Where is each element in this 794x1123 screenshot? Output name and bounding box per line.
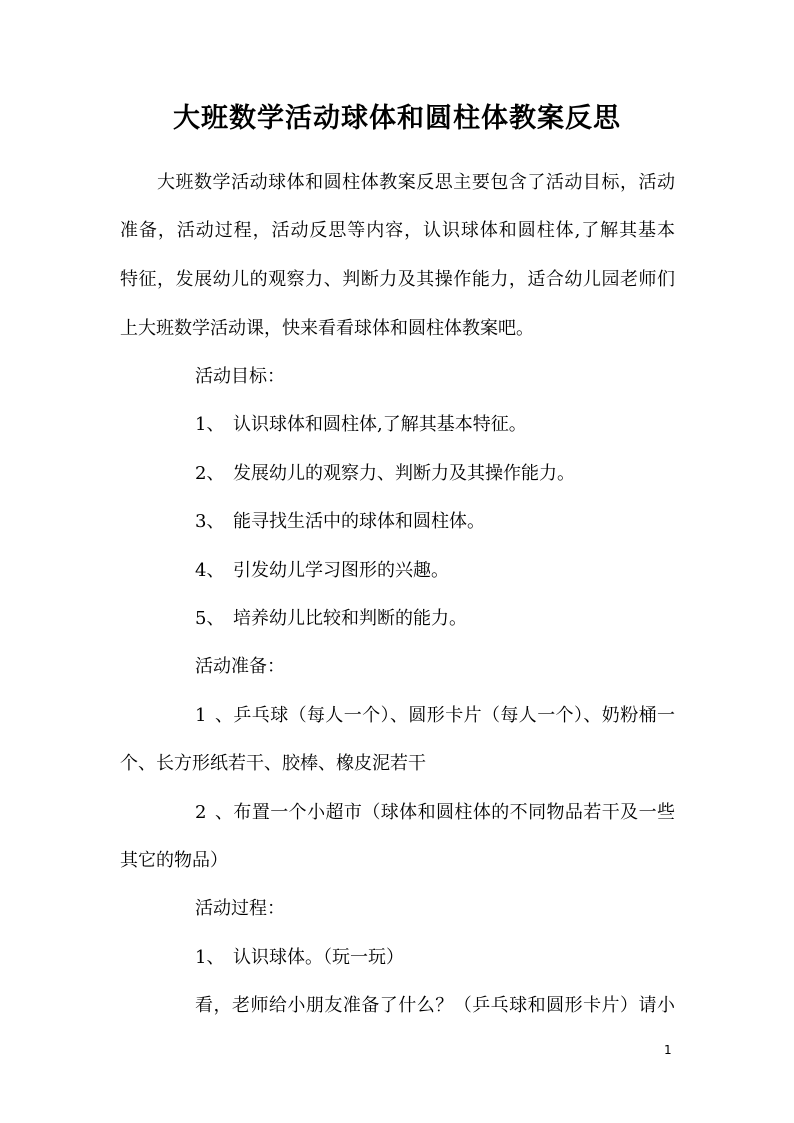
goal-item: [195, 413, 527, 437]
goal-text: 认识球体和圆柱体,了解其基本特征。: [233, 414, 527, 435]
goals-heading: 活动目标：: [195, 366, 285, 387]
goal-text: 发展幼儿的观察力、判断力及其操作能力。: [233, 463, 575, 484]
prep-item-2: [195, 801, 675, 825]
goal-text: 引发幼儿学习图形的兴趣。: [233, 560, 449, 581]
page-number: 1: [664, 1043, 672, 1057]
intro-line-3: 特征，发展幼儿的观察力、判断力及其操作能力，适合幼儿园老师们: [120, 269, 675, 290]
prep-item-1: [195, 704, 675, 728]
process-text: 认识球体。（玩一玩）: [233, 947, 404, 968]
process-paragraph: 看，老师给小朋友准备了什么？（乒乓球和圆形卡片）请小: [195, 995, 675, 1016]
goal-number: 1、: [195, 414, 225, 435]
intro-line-4: 上大班数学活动课，快来看看球体和圆柱体教案吧。: [120, 318, 534, 339]
prep-number: 2、: [195, 802, 233, 823]
goal-text: 能寻找生活中的球体和圆柱体。: [233, 511, 485, 532]
goal-item: [195, 510, 485, 534]
goal-number: 4、: [195, 560, 225, 581]
goal-number: 2、: [195, 463, 225, 484]
process-number: 1、: [195, 947, 225, 968]
prep-item-1-cont: 个、长方形纸若干、胶棒、橡皮泥若干: [120, 753, 426, 774]
process-heading: 活动过程：: [195, 898, 285, 919]
prep-text: 布置一个小超市（球体和圆柱体的不同物品若干及一些: [233, 802, 675, 823]
goal-item: [195, 462, 575, 486]
intro-line-1: 大班数学活动球体和圆柱体教案反思主要包含了活动目标，活动: [157, 172, 675, 193]
prep-number: 1、: [195, 705, 233, 726]
process-item-1: [195, 946, 404, 970]
document-title: 大班数学活动球体和圆柱体教案反思: [173, 103, 621, 134]
goal-number: 3、: [195, 511, 225, 532]
intro-line-2: 准备，活动过程，活动反思等内容，认识球体和圆柱体,了解其基本: [120, 220, 675, 241]
prep-text: 乒乓球（每人一个）、圆形卡片（每人一个）、奶粉桶一: [233, 705, 675, 726]
prep-item-2-cont: 其它的物品）: [120, 850, 228, 871]
prep-heading: 活动准备：: [195, 656, 285, 677]
goal-item: [195, 607, 467, 631]
goal-item: [195, 559, 449, 583]
goal-text: 培养幼儿比较和判断的能力。: [233, 608, 467, 629]
goal-number: 5、: [195, 608, 225, 629]
